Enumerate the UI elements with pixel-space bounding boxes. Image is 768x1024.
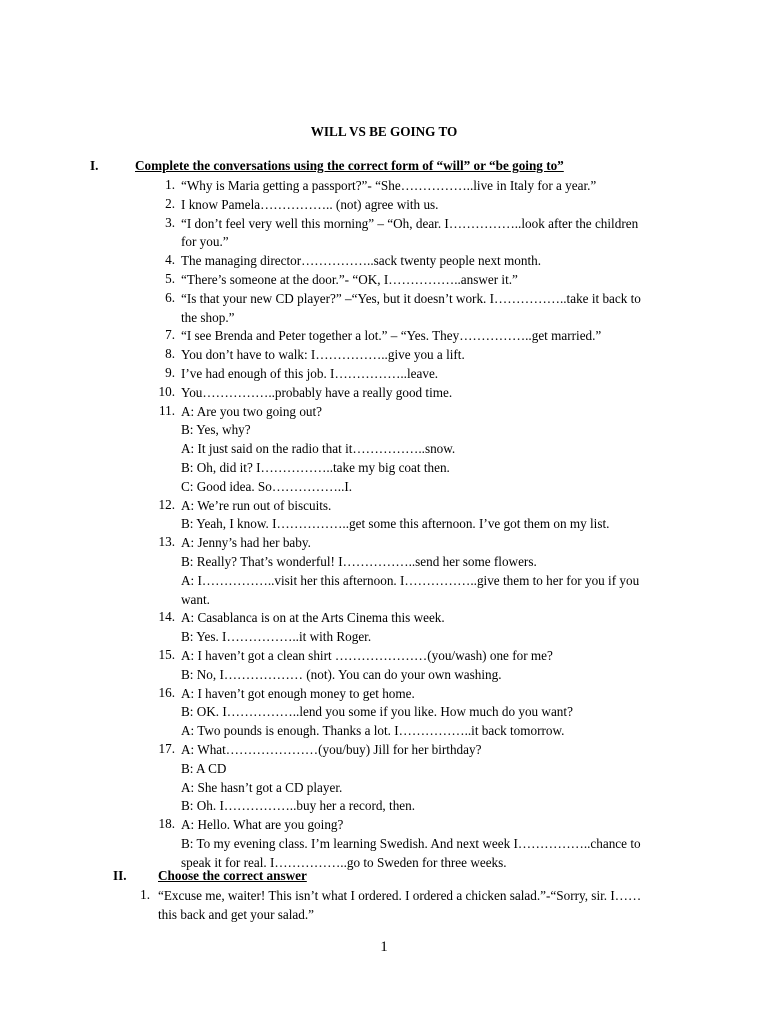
question-line: A: What…………………(you/buy) Jill for her birthday? <box>181 742 482 757</box>
question-line: A: Casablanca is on at the Arts Cinema this week. <box>181 610 445 626</box>
question-line: B: Yeah, I know. I……………..get some this afternoon. I’ve got them on my list. <box>181 516 610 532</box>
question-number: 15. <box>158 647 175 662</box>
question-number: 6. <box>165 289 175 305</box>
page-number: 1 <box>380 939 388 955</box>
question-line: for you.” <box>181 234 229 250</box>
question-line: A: She hasn’t got a CD player. <box>181 779 343 795</box>
section-1-number: I. <box>90 158 99 173</box>
section-2-number: II. <box>113 868 127 883</box>
question-line: the shop.” <box>181 309 235 325</box>
question-number: 1. <box>165 177 175 192</box>
question-text <box>181 327 671 346</box>
question-number: 14. <box>158 609 175 625</box>
question-text <box>181 647 671 685</box>
question-line: B: Oh. I……………..buy her a record, then. <box>181 798 416 814</box>
question-line: C: Good idea. So……………..I. <box>181 478 353 494</box>
question-line: You don’t have to walk: I……………..give you a lift. <box>181 347 465 363</box>
question-line: B: OK. I……………..lend you some if you like. How much do you want? <box>181 704 573 720</box>
question-line: “Why is Maria getting a passport?”- “She……………..live in Italy for a year.” <box>181 178 597 193</box>
question-text <box>181 741 671 816</box>
question-line: A: Hello. What are you going? <box>181 817 344 833</box>
question-line: You……………..probably have a really good time. <box>181 384 453 400</box>
question-text <box>181 609 671 647</box>
question-line: speak it for real. I……………..go to Sweden for three weeks. <box>181 854 507 870</box>
question-line: A: I haven’t got a clean shirt …………………(you/wash) one for me? <box>181 648 553 663</box>
question-number: 4. <box>165 252 175 268</box>
question-text <box>181 365 671 384</box>
question-line: B: Oh, did it? I……………..take my big coat then. <box>181 459 450 475</box>
question-number: 3. <box>165 214 175 230</box>
question-number: 8. <box>165 346 175 362</box>
question-line: B: No, I……………… (not). You can do your own washing. <box>181 666 502 682</box>
question-number: 2. <box>165 195 175 211</box>
question-text <box>181 384 671 403</box>
question-line: want. <box>181 591 210 607</box>
section-2-heading: Choose the correct answer <box>158 868 307 883</box>
question-text <box>181 215 671 253</box>
question-line: B: Really? That’s wonderful! I……………..send her some flowers. <box>181 553 537 569</box>
question-line: B: A CD <box>181 760 227 776</box>
question-line: A: Are you two going out? <box>181 403 323 419</box>
question-text <box>181 290 671 328</box>
question-text <box>181 271 671 290</box>
question-text <box>181 403 671 497</box>
question-line: I’ve had enough of this job. I……………..leave. <box>181 366 439 381</box>
question-number: 9. <box>165 365 175 380</box>
question-text <box>181 816 671 872</box>
question-number: 18. <box>158 816 175 832</box>
question-number: 10. <box>158 383 175 399</box>
question-line: A: Jenny’s had her baby. <box>181 535 311 551</box>
question-number: 13. <box>158 534 175 550</box>
question-text <box>181 196 671 215</box>
question-text <box>181 177 671 196</box>
question-number: 11. <box>159 402 175 418</box>
question-text <box>181 534 671 609</box>
question-number: 17. <box>158 741 175 756</box>
question-line: B: Yes. I……………..it with Roger. <box>181 629 372 645</box>
question-line: “I don’t feel very well this morning” – “Oh, dear. I……………..look after the children <box>181 215 639 231</box>
question-text <box>181 346 671 365</box>
question-number: 1. <box>140 887 150 902</box>
question-line: B: To my evening class. I’m learning Swedish. And next week I……………..chance to <box>181 835 641 851</box>
question-line: I know Pamela…………….. (not) agree with us. <box>181 196 439 212</box>
question-line: “Excuse me, waiter! This isn’t what I ordered. I ordered a chicken salad.”-“Sorry, sir. I…… <box>158 888 642 903</box>
question-line: this back and get your salad.” <box>158 906 315 922</box>
question-line: A: Two pounds is enough. Thanks a lot. I……………..it back tomorrow. <box>181 723 565 739</box>
question-number: 12. <box>158 496 175 512</box>
question-line: “I see Brenda and Peter together a lot.” – “Yes. They……………..get married.” <box>181 328 602 344</box>
question-text <box>181 685 671 741</box>
question-line: A: I haven’t got enough money to get home. <box>181 685 415 701</box>
question-text <box>181 252 671 271</box>
question-line: A: We’re run out of biscuits. <box>181 497 332 513</box>
section-1-heading: Complete the conversations using the correct form of “will” or “be going to” <box>135 158 564 173</box>
question-number: 16. <box>158 684 175 700</box>
question-text <box>158 887 678 925</box>
question-text <box>181 497 671 535</box>
question-line: “Is that your new CD player?” –“Yes, but it doesn’t work. I……………..take it back to <box>181 290 641 306</box>
question-number: 5. <box>165 271 175 286</box>
question-line: A: I……………..visit her this afternoon. I……………..give them to her for you if you <box>181 572 640 588</box>
question-line: “There’s someone at the door.”- “OK, I……………..answer it.” <box>181 272 518 287</box>
page-title: WILL VS BE GOING TO <box>310 124 458 139</box>
question-line: The managing director……………..sack twenty people next month. <box>181 253 542 269</box>
question-line: A: It just said on the radio that it……………..snow. <box>181 441 456 457</box>
question-number: 7. <box>165 327 175 343</box>
question-line: B: Yes, why? <box>181 422 251 438</box>
